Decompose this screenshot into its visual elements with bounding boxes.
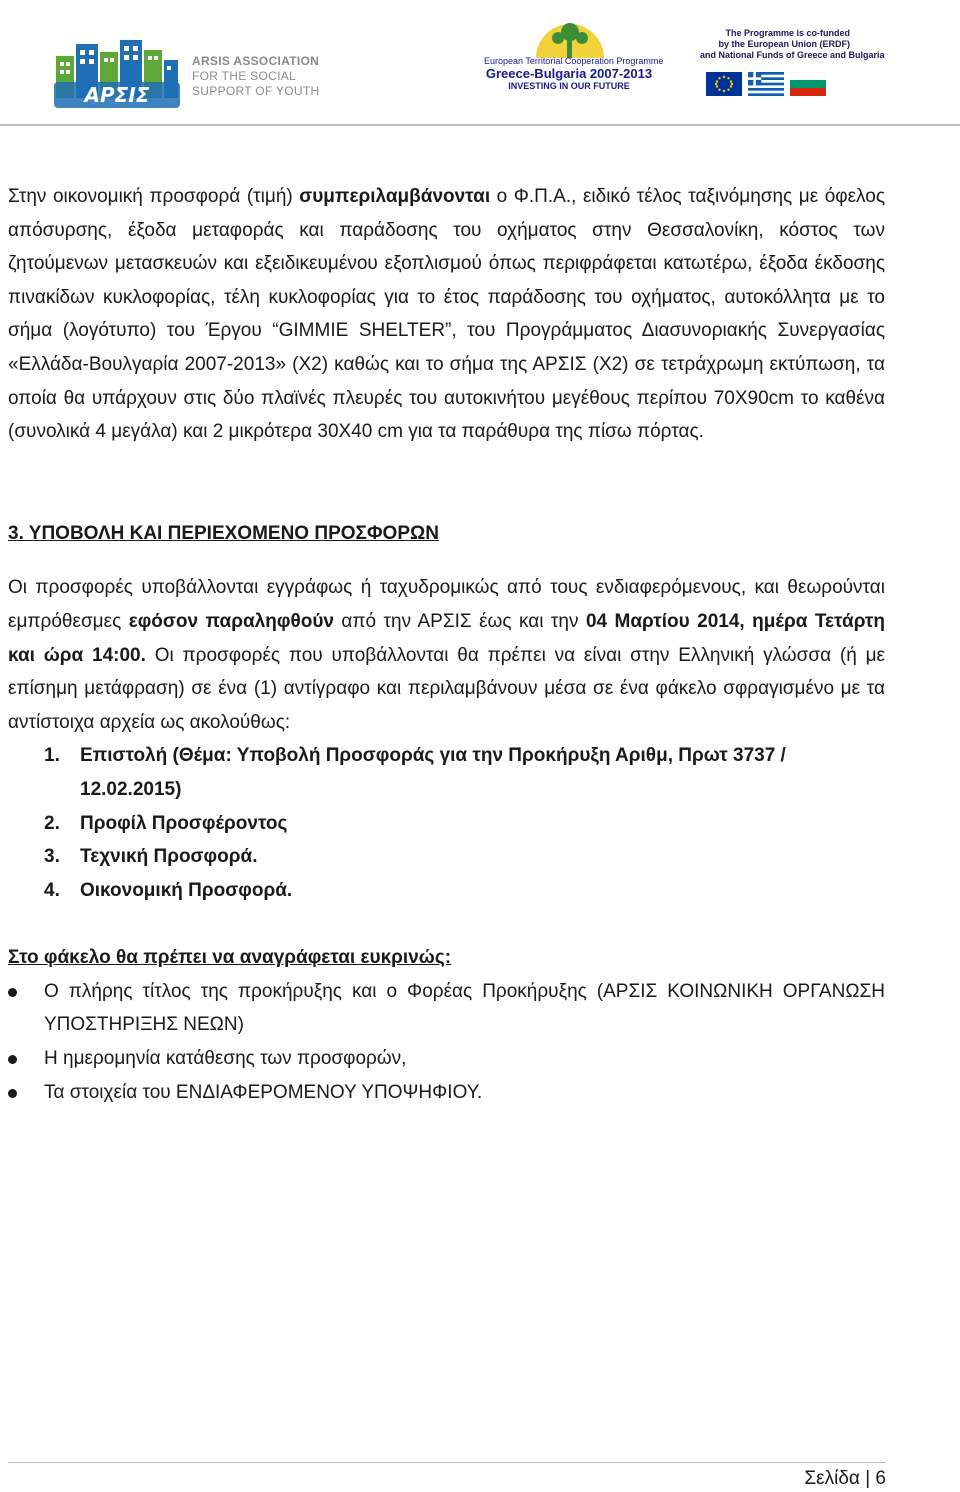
arsis-line-2: FOR THE SOCIAL xyxy=(192,69,296,83)
arsis-line-1: ARSIS ASSOCIATION xyxy=(192,54,320,68)
etcp-tree-logo xyxy=(532,18,608,60)
price-paragraph-emphasis: συμπεριλαμβάνονται xyxy=(299,186,491,207)
page-number-value: 6 xyxy=(875,1468,886,1489)
submission-deadline: 04 Μαρτίου 2014, ημέρα Τετάρτη και ώρα 14:00. xyxy=(8,610,886,666)
list-item-number: 4. xyxy=(44,879,60,901)
page-separator: | xyxy=(865,1468,871,1489)
list-item-text: Προφίλ Προσφέροντος xyxy=(80,812,288,834)
list-item-text: Επιστολή (Θέμα: Υποβολή Προσφοράς για την Προκήρυξη Αριθμ, Πρωτ 3737 / 12.02.2015) xyxy=(80,745,786,800)
arsis-line-3: SUPPORT OF YOUTH xyxy=(192,84,320,98)
bullet-text: Η ημερομηνία κατάθεσης των προσφορών, xyxy=(44,1048,407,1070)
price-paragraph-a: Στην οικονομική προσφορά (τιμή) xyxy=(8,186,300,207)
bullet-text: Ο πλήρης τίτλος της προκήρυξης και ο Φορέας Προκήρυξης (ΑΡΣΙΣ ΚΟΙΝΩΝΙΚΗ ΟΡΓΑΝΩΣΗ ΥΠΟΣΤΗΡΙΞΗΣ ΝΕΩΝ) xyxy=(44,980,885,1036)
flags xyxy=(706,72,826,96)
price-paragraph xyxy=(8,180,885,449)
cofunding-notice xyxy=(700,28,885,61)
greece-flag-icon xyxy=(748,72,784,96)
list-item xyxy=(8,807,885,841)
list-item xyxy=(8,739,885,806)
eu-flag-icon xyxy=(706,72,742,96)
document-body xyxy=(8,180,885,1109)
list-item xyxy=(8,840,885,874)
etcp-programme xyxy=(484,56,664,91)
submission-paragraph xyxy=(8,571,885,739)
bullet-item xyxy=(8,975,885,1042)
cofund-line-1: The Programme is co-funded xyxy=(725,28,850,38)
bullet-icon xyxy=(8,1055,17,1064)
submission-text-c: από την ΑΡΣΙΣ έως και την xyxy=(333,610,586,632)
etcp-line-2: Greece-Bulgaria 2007-2013 xyxy=(485,66,653,81)
bullet-text: Τα στοιχεία του ΕΝΔΙΑΦΕΡΟΜΕΝΟΥ ΥΠΟΨΗΦΙΟΥ. xyxy=(44,1081,483,1103)
cofund-line-3: and National Funds of Greece and Bulgaria xyxy=(700,50,885,60)
list-item xyxy=(8,874,885,908)
submission-text-b: εφόσον παραληφθούν xyxy=(128,610,334,632)
envelope-bullet-list xyxy=(8,975,885,1109)
bullet-icon xyxy=(8,1089,17,1098)
list-item-number: 3. xyxy=(44,846,60,868)
list-item-text: Τεχνική Προσφορά. xyxy=(80,846,258,868)
page-number xyxy=(804,1468,886,1490)
arsis-name xyxy=(192,54,320,99)
bulgaria-flag-icon xyxy=(790,72,826,96)
bullet-icon xyxy=(8,988,17,997)
submission-text-e: Οι προσφορές που υποβάλλονται θα πρέπει να είναι στην Ελληνική γλώσσα (ή με επίσημη μετάφραση) σε ένα (1) αντίγραφο και περιλαμβάνουν μέσα σε ένα φάκελο σφραγισμένο με τα αντίστοιχα αρχεία ως ακολούθως: xyxy=(8,644,885,733)
list-item-number: 1. xyxy=(44,745,60,767)
footer-divider xyxy=(8,1462,886,1463)
etcp-line-3: INVESTING IN OUR FUTURE xyxy=(508,81,630,91)
bullet-item xyxy=(8,1076,885,1110)
list-item-number: 2. xyxy=(44,812,60,834)
submission-text-a: Οι προσφορές υποβάλλονται εγγράφως ή ταχυδρομικώς από τους ενδιαφερόμενους, και θεωρούνται εμπρόθεσμες xyxy=(8,577,885,632)
page-label: Σελίδα xyxy=(804,1468,860,1489)
arsis-logo-lettering: ΑΡΣΙΣ xyxy=(84,83,150,107)
cofund-line-2: by the European Union (ERDF) xyxy=(718,39,850,49)
letterhead xyxy=(0,0,960,126)
list-item-text: Οικονομική Προσφορά. xyxy=(80,879,293,901)
submission-contents-list xyxy=(8,739,885,907)
bullet-item xyxy=(8,1042,885,1076)
section-3-heading: 3. ΥΠΟΒΟΛΗ ΚΑΙ ΠΕΡΙΕΧΟΜΕΝΟ ΠΡΟΣΦΟΡΩΝ xyxy=(8,522,439,544)
price-paragraph-c: ο Φ.Π.Α., ειδικό τέλος ταξινόμησης με όφελος απόσυρσης, έξοδα μεταφοράς και παράδοσης του οχήματος στην Θεσσαλονίκη, κόστος των ζητούμενων μετασκευών και εξειδικευμένου εξοπλισμού όπως περιφράφεται κατωτέρω, έξοδα έκδοσης πινακίδων κυκλοφορίας, τέλη κυκλοφορίας για το έτος παράδοσης του οχήματος, αυτοκόλλητα με το σήμα (λογότυπο) του Έργου “GIMMIE SHELTER”, του Προγράμματος Διασυνοριακής Συνεργασίας «Ελλάδα-Βουλγαρία 2007-2013» (Χ2) καθώς και το σήμα της ΑΡΣΙΣ (Χ2) σε τετράχρωμη εκτύπωση, τα οποία θα υπάρχουν στις δύο πλαϊνές πλευρές του αυτοκινήτου μεγέθους περίπου 70Χ90cm το καθένα (συνολικά 4 μεγάλα) και 2 μικρότερα 30Χ40 cm για τα παράθυρα της πίσω πόρτας. xyxy=(8,186,885,443)
arsis-logo xyxy=(52,36,182,112)
envelope-heading: Στο φάκελο θα πρέπει να αναγράφεται ευκρινώς: xyxy=(8,947,452,969)
etcp-line-1: European Territorial Cooperation Programme xyxy=(484,56,664,66)
